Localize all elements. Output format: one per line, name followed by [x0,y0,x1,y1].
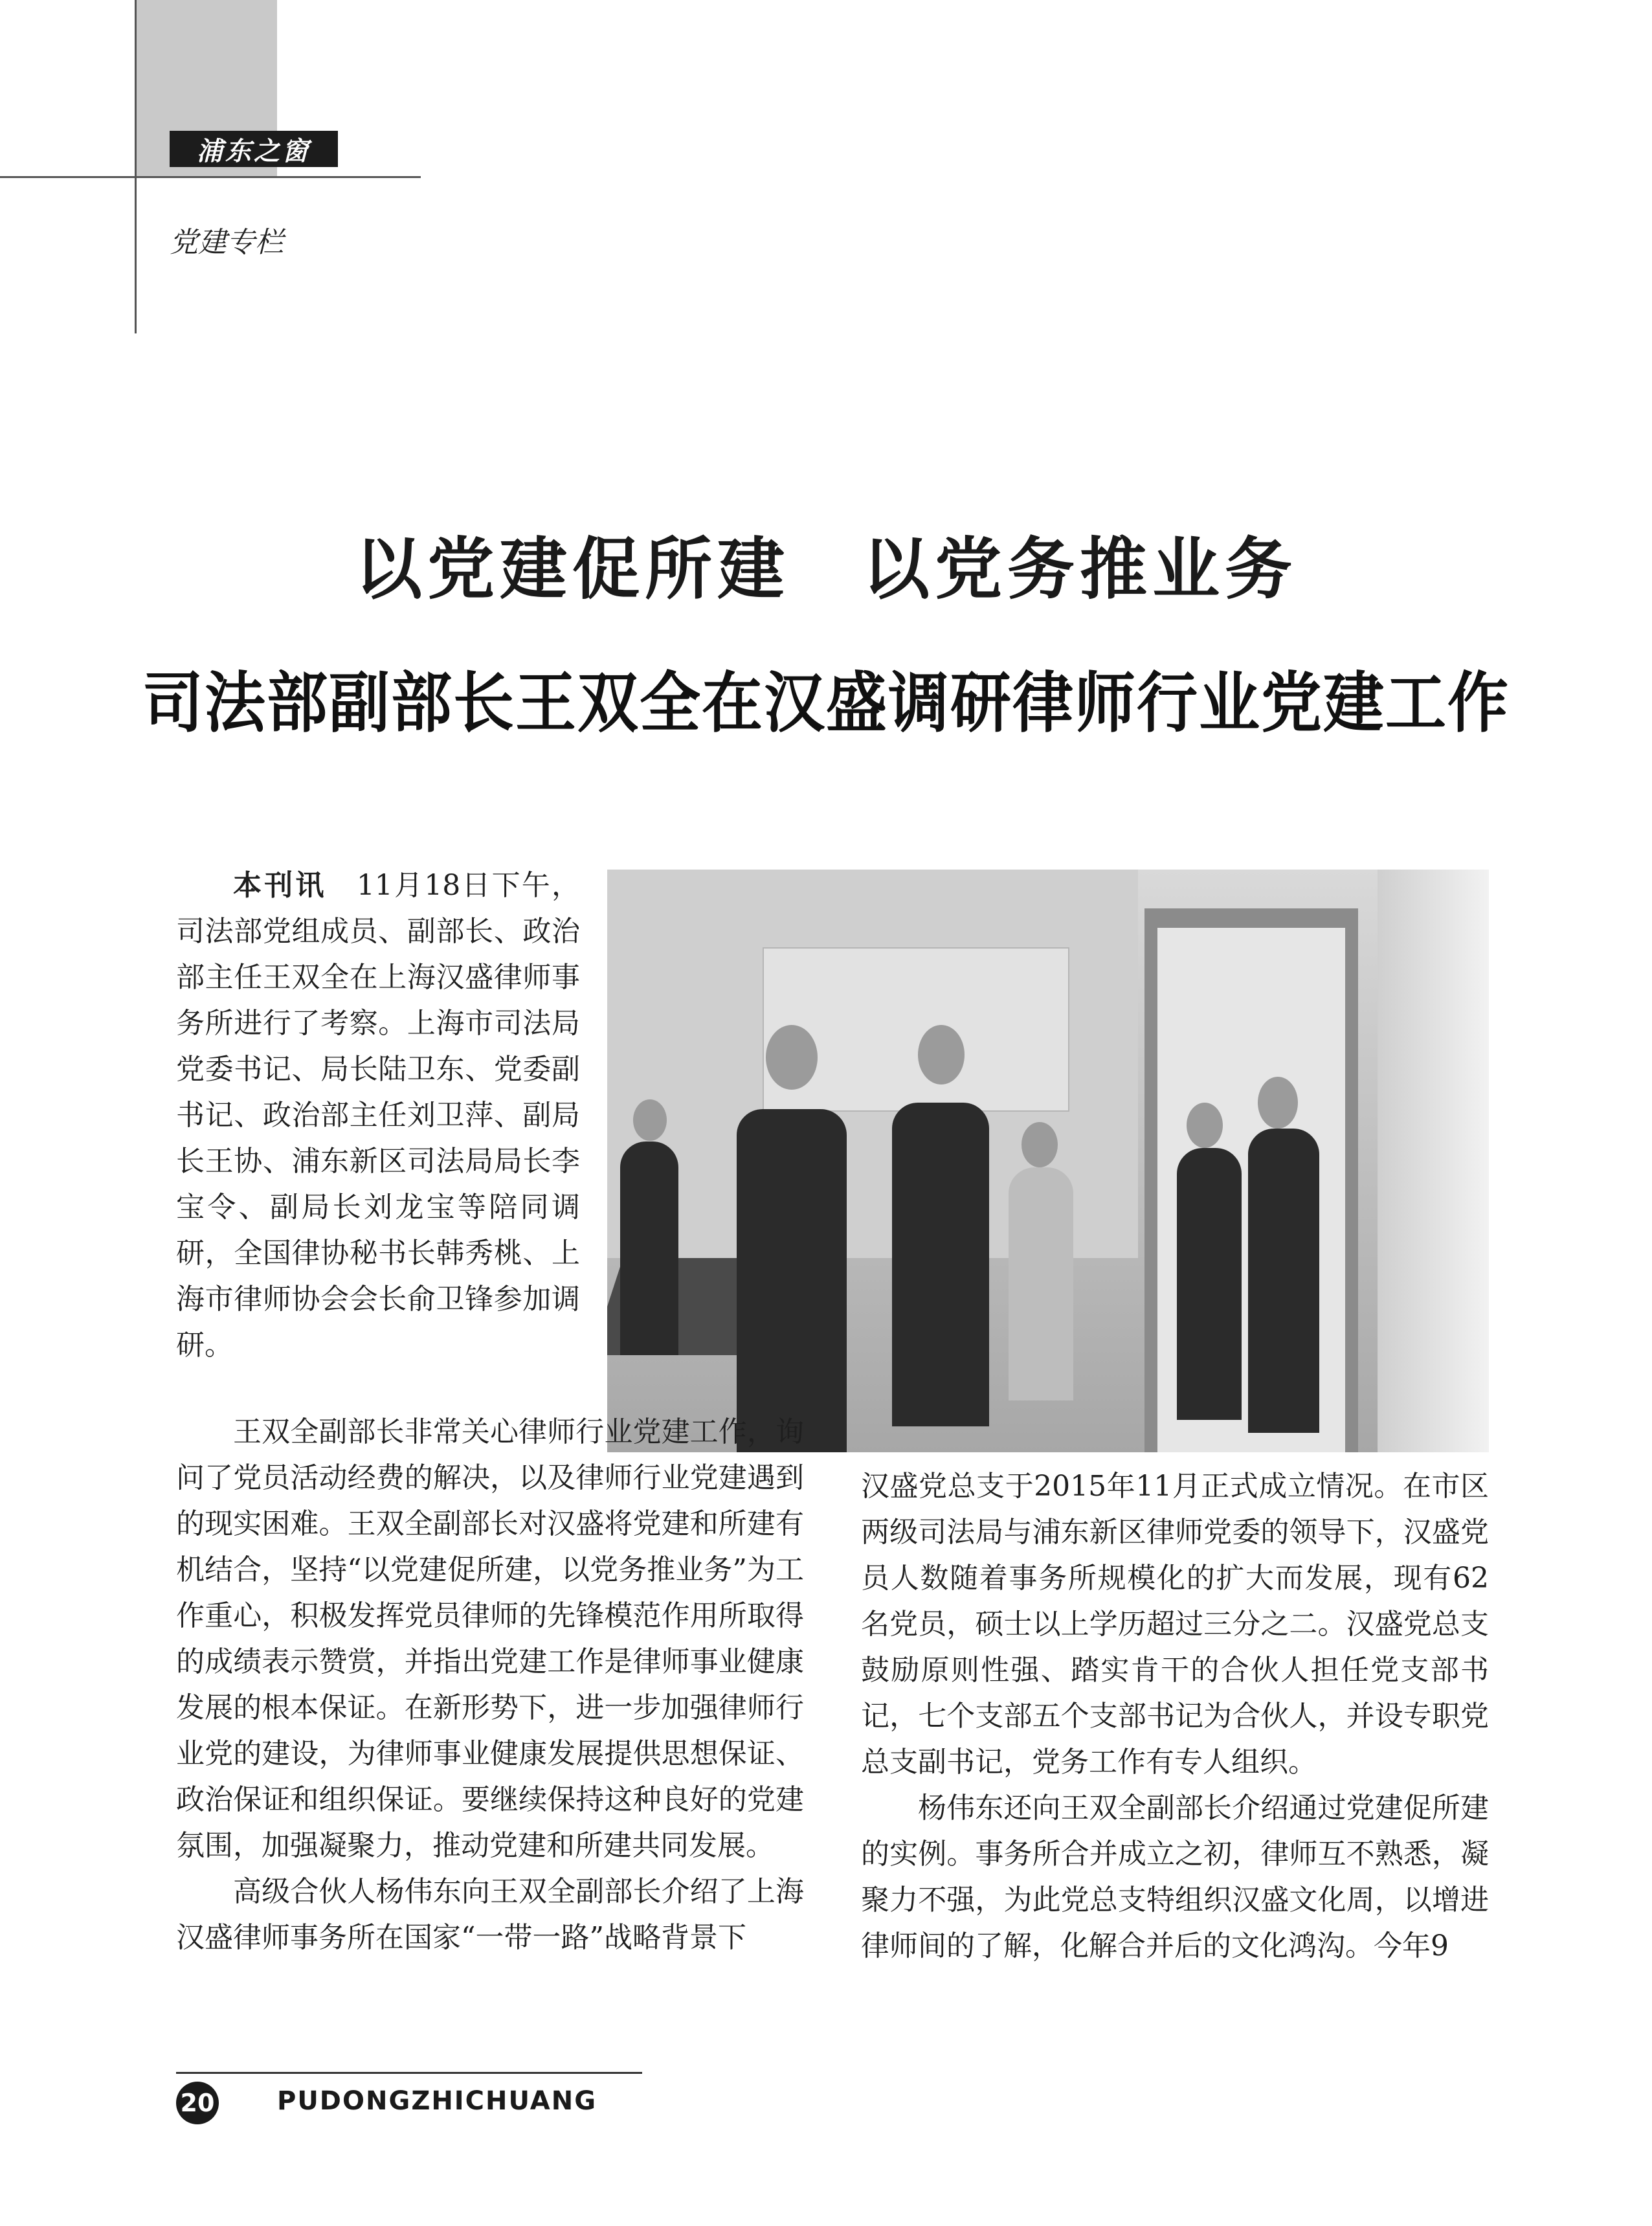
photo-person-head [766,1025,818,1090]
article-paragraph: 本刊讯 11月18日下午，司法部党组成员、副部长、政治部主任王双全在上海汉盛律师事务所进行了考察。上海市司法局党委书记、局长陆卫东、党委副书记、政治部主任刘卫萍、副局长王协、浦东新区司法局局长李宝令、副局长刘龙宝等陪同调研，全国律协秘书长韩秀桃、上海市律师协会会长俞卫锋参加调研。 [176,869,580,1362]
photo-display-board [763,947,1069,1112]
header-vertical-rule [135,0,137,333]
footer-rule [176,2072,642,2074]
article-column-left-bottom [176,1409,804,1961]
article-paragraph: 汉盛党总支于2015年11月正式成立情况。在市区两级司法局与浦东新区律师党委的领导下，汉盛党员人数随着事务所规模化的扩大而发展，现有62名党员，硕士以上学历超过三分之二。汉盛党总支鼓励原则性强、踏实肯干的合伙人担任党支部书记，七个支部五个支部书记为合伙人，并设专职党总支副书记，党务工作有专人组织。 [861,1470,1489,1779]
photo-person [892,1103,989,1426]
page-number: 20 [176,2082,219,2124]
article-paragraph: 杨伟东还向王双全副部长介绍通过党建促所建的实例。事务所合并成立之初，律师互不熟悉，凝聚力不强，为此党总支特组织汉盛文化周，以增进律师间的了解，化解合并后的文化鸿沟。今年9 [861,1792,1489,1962]
magazine-name: PUDONGZHICHUANG [277,2086,597,2116]
photo-person [1009,1167,1073,1400]
article-subtitle: 司法部副部长王双全在汉盛调研律师行业党建工作 [142,666,1510,743]
article-column-left-top [176,862,580,1368]
magazine-logo: 浦东之窗 [170,131,338,167]
article-column-right [861,1463,1489,1969]
article-photo [607,870,1489,1452]
photo-person-head [1258,1077,1298,1129]
article-paragraph: 王双全副部长非常关心律师行业党建工作，询问了党员活动经费的解决，以及律师行业党建遇到的现实困难。王双全副部长对汉盛将党建和所建有机结合，坚持“以党建促所建，以党务推业务”为工作重心，积极发挥党员律师的先锋模范作用所取得的成绩表示赞赏，并指出党建工作是律师事业健康发展的根本保证。在新形势下，进一步加强律师行业党的建设，为律师事业健康发展提供思想保证、政治保证和组织保证。要继续保持这种良好的党建氛围，加强凝聚力，推动党建和所建共同发展。 [176,1415,804,1862]
photo-person-head [1187,1103,1223,1148]
photo-person [1177,1148,1242,1420]
photo-exhibit-wall [1378,870,1489,1452]
article-paragraph: 高级合伙人杨伟东向王双全副部长介绍了上海汉盛律师事务所在国家“一带一路”战略背景下 [176,1875,804,1954]
photo-person-head [1021,1122,1058,1167]
photo-person-head [918,1025,965,1085]
article-title: 以党建促所建 以党务推业务 [354,529,1297,609]
header-horizontal-rule [0,176,421,178]
column-tag: 党建专栏 [170,226,284,259]
photo-person [620,1141,678,1355]
photo-person [737,1109,847,1452]
photo-person-head [633,1099,667,1141]
lead-label: 本刊讯 [233,869,327,902]
photo-person [1248,1129,1319,1433]
